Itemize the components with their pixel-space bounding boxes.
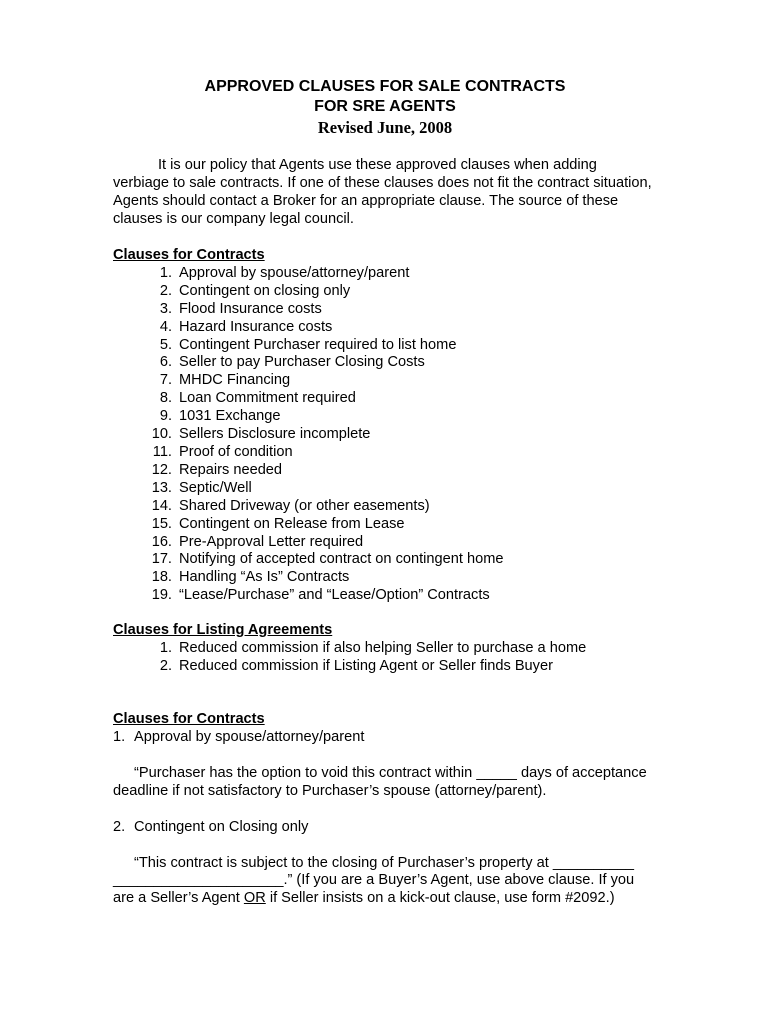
contracts-clause-item-number: 17. bbox=[151, 551, 172, 568]
contracts-clause-item bbox=[113, 319, 653, 337]
contracts-clause-item bbox=[113, 516, 653, 534]
contracts-detail-section bbox=[113, 711, 653, 908]
contracts-clause-item bbox=[113, 551, 653, 569]
contracts-clause-item-text: Handling “As Is” Contracts bbox=[179, 569, 350, 586]
detail-item-2-quote-part-a: “This contract is subject to the closing of Purchaser’s property at __________ _____________________.” (If you are a Buyer’s Agent, use above clause. If you are a Seller’s Agent bbox=[113, 854, 635, 907]
contracts-clause-item-text: Flood Insurance costs bbox=[179, 300, 322, 317]
contracts-clause-item bbox=[113, 372, 653, 390]
contracts-clause-item-number: 10. bbox=[151, 426, 172, 443]
listing-clause-item-number: 1. bbox=[159, 639, 172, 656]
listing-clause-item-number: 2. bbox=[159, 657, 172, 674]
contracts-clause-item-number: 12. bbox=[151, 461, 172, 478]
detail-heading: Clauses for Contracts bbox=[113, 711, 265, 727]
contracts-clause-item-text: Approval by spouse/attorney/parent bbox=[179, 264, 410, 281]
contracts-clause-item bbox=[113, 337, 653, 355]
detail-item-1-title bbox=[113, 729, 653, 747]
contracts-clause-list-section bbox=[113, 247, 653, 605]
contracts-clause-item bbox=[113, 390, 653, 408]
detail-item-2-title bbox=[113, 819, 653, 837]
listing-clause-item-text: Reduced commission if also helping Seller to purchase a home bbox=[179, 639, 587, 656]
contracts-clause-item-text: Pre-Approval Letter required bbox=[179, 533, 364, 550]
contracts-clause-item-number: 13. bbox=[151, 479, 172, 496]
contracts-clause-item-text: Seller to pay Purchaser Closing Costs bbox=[179, 354, 425, 371]
contracts-clause-item-text: Hazard Insurance costs bbox=[179, 318, 333, 335]
listing-clause-list-section bbox=[113, 622, 653, 676]
contracts-clause-item-text: Proof of condition bbox=[179, 443, 293, 460]
contracts-clause-item-text: MHDC Financing bbox=[179, 372, 291, 389]
contracts-clause-item-text: Contingent on Release from Lease bbox=[179, 515, 405, 532]
contracts-clause-item-number: 16. bbox=[151, 533, 172, 550]
intro-section bbox=[113, 157, 653, 229]
contracts-clause-item bbox=[113, 498, 653, 516]
contracts-clause-item-number: 6. bbox=[159, 354, 172, 371]
contracts-clause-item-number: 2. bbox=[159, 282, 172, 299]
contracts-clause-item-text: Notifying of accepted contract on contingent home bbox=[179, 551, 504, 568]
intro-paragraph: It is our policy that Agents use these approved clauses when adding verbiage to sale contracts. If one of these clauses does not fit the contract situation, Agents should contact a Broker for an appropriate clause. The source of these clauses is our company legal council. bbox=[113, 157, 652, 227]
contracts-clause-item-number: 19. bbox=[151, 587, 172, 604]
contracts-clause-item bbox=[113, 354, 653, 372]
contracts-clause-item bbox=[113, 534, 653, 552]
contracts-clause-item-number: 18. bbox=[151, 569, 172, 586]
contracts-clause-item-number: 11. bbox=[152, 443, 172, 460]
contracts-clause-item bbox=[113, 480, 653, 498]
contracts-clause-item-number: 3. bbox=[159, 300, 172, 317]
contracts-clause-item bbox=[113, 265, 653, 283]
contracts-clause-item-text: “Lease/Purchase” and “Lease/Option” Contracts bbox=[179, 587, 490, 604]
contracts-clause-item-text: Septic/Well bbox=[179, 479, 252, 496]
detail-item-2-quote-or: OR bbox=[243, 890, 266, 907]
contracts-clause-item-text: Repairs needed bbox=[179, 461, 283, 478]
detail-item-1-text: Approval by spouse/attorney/parent bbox=[134, 728, 365, 745]
listing-clause-item bbox=[113, 658, 653, 676]
contracts-clause-item bbox=[113, 283, 653, 301]
detail-item-1-quote: “Purchaser has the option to void this contract within _____ days of acceptance deadline if not satisfactory to Purchaser’s spouse (attorney/parent). bbox=[113, 764, 647, 799]
contracts-clause-item-number: 4. bbox=[159, 318, 172, 335]
contracts-clause-item bbox=[113, 462, 653, 480]
contracts-clause-item-text: Sellers Disclosure incomplete bbox=[179, 426, 371, 443]
contracts-heading: Clauses for Contracts bbox=[113, 247, 265, 263]
contracts-clause-item-number: 14. bbox=[151, 497, 172, 514]
revision-date: Revised June, 2008 bbox=[317, 118, 453, 137]
contracts-clause-item-text: Shared Driveway (or other easements) bbox=[179, 497, 430, 514]
contracts-clause-item bbox=[113, 426, 653, 444]
listing-clause-item bbox=[113, 640, 653, 658]
contracts-clause-item bbox=[113, 444, 653, 462]
detail-item-1-number: 1. bbox=[113, 728, 126, 745]
contracts-clause-item-number: 7. bbox=[159, 372, 172, 389]
contracts-clause-item-text: Contingent on closing only bbox=[179, 282, 351, 299]
title-block bbox=[0, 77, 770, 139]
contracts-clause-item bbox=[113, 408, 653, 426]
contracts-clause-item-text: Contingent Purchaser required to list home bbox=[179, 336, 457, 353]
contracts-clause-list bbox=[113, 265, 653, 605]
contracts-clause-item-number: 8. bbox=[159, 390, 172, 407]
listing-heading: Clauses for Listing Agreements bbox=[113, 622, 333, 638]
detail-item-2-number: 2. bbox=[113, 818, 126, 835]
contracts-clause-item-text: 1031 Exchange bbox=[179, 408, 281, 425]
document-title-line-2: FOR SRE AGENTS bbox=[314, 98, 456, 115]
contracts-clause-item-text: Loan Commitment required bbox=[179, 390, 356, 407]
detail-item-2-quote bbox=[113, 855, 653, 909]
contracts-clause-item bbox=[113, 569, 653, 587]
detail-item-2-text: Contingent on Closing only bbox=[134, 818, 309, 835]
contracts-clause-item-number: 5. bbox=[159, 336, 172, 353]
contracts-clause-item-number: 9. bbox=[159, 408, 172, 425]
contracts-clause-item bbox=[113, 301, 653, 319]
detail-item-2-quote-part-b: if Seller insists on a kick-out clause, use form #2092.) bbox=[265, 890, 615, 907]
contracts-clause-item-number: 15. bbox=[151, 515, 172, 532]
contracts-clause-item bbox=[113, 587, 653, 605]
contracts-clause-item-number: 1. bbox=[159, 264, 172, 281]
listing-clause-item-text: Reduced commission if Listing Agent or Seller finds Buyer bbox=[179, 657, 553, 674]
listing-clause-list bbox=[113, 640, 653, 676]
document-title-line-1: APPROVED CLAUSES FOR SALE CONTRACTS bbox=[204, 78, 566, 95]
